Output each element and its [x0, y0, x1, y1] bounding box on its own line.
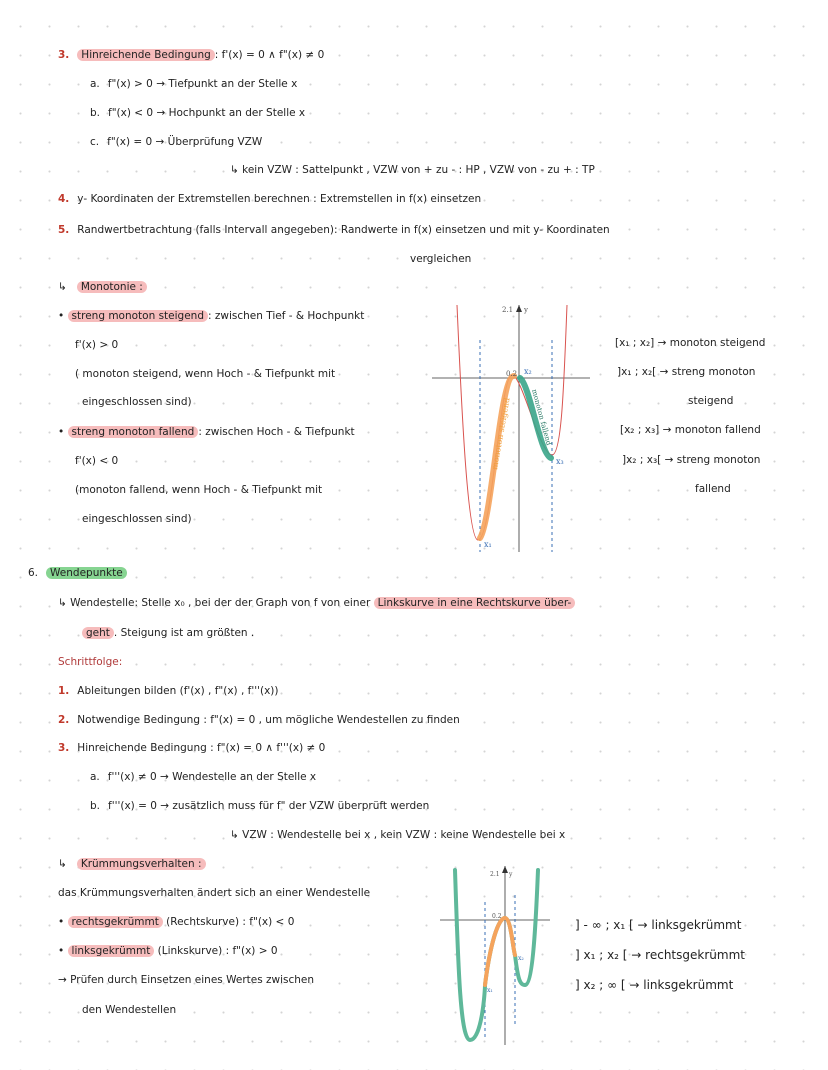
legend-item: [x₁ ; x₂] → monoton steigend	[615, 337, 766, 349]
case-label: a.	[90, 771, 100, 783]
definition-highlight: Linkskurve in eine Rechtskurve über-	[374, 597, 576, 609]
legend-item: ] x₂ ; ∞ [ → linksgekrümmt	[575, 978, 734, 992]
case-label: b.	[90, 107, 101, 119]
case-text: f"(x) > 0 → Tiefpunkt an der Stelle x	[107, 78, 298, 90]
step-text: Ableitungen bilden (f'(x) , f"(x) , f'''(x))	[77, 685, 279, 697]
bullet-links: • linksgekrümmt (Linkskurve) : f"(x) > 0	[58, 945, 278, 957]
y-axis-label: y	[509, 871, 513, 878]
legend-item: ]x₁ ; x₂[ → streng monoton	[617, 366, 756, 378]
definition-text: . Steigung ist am größten .	[113, 627, 255, 639]
term-rechtsgekruemmt: rechtsgekrümmt	[68, 916, 163, 928]
term-text: (Rechtskurve) : f"(x) < 0	[162, 916, 295, 928]
term-fallend: streng monoton fallend	[68, 426, 199, 438]
note: eingeschlossen sind)	[82, 396, 192, 408]
arrow-icon: ↳	[58, 281, 67, 293]
term-steigend: streng monoton steigend	[68, 310, 208, 322]
note: (monoton fallend, wenn Hoch - & Tiefpunkt mit	[75, 484, 323, 496]
condition: f'(x) < 0	[75, 455, 119, 467]
case-label: b.	[90, 800, 101, 812]
x2-label: x₂	[518, 955, 524, 962]
monotonie-title: Monotonie :	[77, 281, 147, 293]
legend-item: ]x₂ ; x₃[ → streng monoton	[622, 454, 761, 466]
tick-label: 0.2	[492, 913, 502, 920]
arrow-icon: ↳	[58, 858, 67, 870]
step-text: Notwendige Bedingung : f"(x) = 0 , um mögliche Wendestellen zu finden	[77, 714, 460, 726]
term-linksgekruemmt: linksgekrümmt	[68, 945, 155, 957]
bullet-rechts: • rechtsgekrümmt (Rechtskurve) : f"(x) < 0	[58, 916, 295, 928]
case-label: c.	[90, 136, 100, 148]
rising-label: monoton steigend	[490, 397, 512, 471]
legend-item: ] x₁ ; x₂ [ → rechtsgekrümmt	[575, 948, 745, 962]
check-note: → Prüfen durch Einsetzen eines Wertes zwischen	[58, 974, 315, 986]
term-text: : zwischen Tief - & Hochpunkt	[208, 310, 365, 322]
step-number: 4.	[58, 193, 70, 205]
condition: : f'(x) = 0 ∧ f"(x) ≠ 0	[214, 49, 325, 61]
step-text: y- Koordinaten der Extremstellen berechnen : Extremstellen in f(x) einsetzen	[77, 193, 482, 205]
y-max-label: 2.1	[490, 871, 500, 878]
legend-item: [x₂ ; x₃] → monoton fallend	[620, 424, 761, 436]
x3-label: x₃	[556, 457, 564, 466]
step-number: 5.	[58, 224, 70, 236]
definition-text: ↳ Wendestelle: Stelle x₀ , bei der der Graph von f von einer	[58, 597, 374, 609]
heading-hinreichende-bedingung: Hinreichende Bedingung	[77, 49, 214, 61]
case-text: f"(x) = 0 → Überprüfung VZW	[107, 136, 263, 148]
case-text: f'''(x) = 0 → zusätzlich muss für f" der VZW überprüft werden	[108, 800, 430, 812]
section-title: Wendepunkte	[46, 567, 127, 579]
schrittfolge-heading: Schrittfolge:	[58, 656, 123, 668]
vzw-note: ↳ VZW : Wendestelle bei x , kein VZW : keine Wendestelle bei x	[230, 829, 566, 841]
term-text: (Linkskurve) : f"(x) > 0	[154, 945, 278, 957]
vzw-note: ↳ kein VZW : Sattelpunkt , VZW von + zu - : HP , VZW von - zu + : TP	[230, 164, 595, 176]
step5-continuation: vergleichen	[410, 253, 472, 265]
bullet-steigend: • streng monoton steigend : zwischen Tief - & Hochpunkt	[58, 310, 365, 322]
check-note: den Wendestellen	[82, 1004, 177, 1016]
definition-highlight: geht	[82, 627, 114, 639]
step-number: 3.	[58, 49, 70, 61]
step-text: Randwertbetrachtung (falls Intervall angegeben): Randwerte in f(x) einsetzen und mit y- Koordinaten	[77, 224, 610, 236]
y-axis-label: y	[524, 306, 528, 314]
bullet-fallend: • streng monoton fallend : zwischen Hoch - & Tiefpunkt	[58, 426, 355, 438]
x2-label: x₂	[524, 367, 532, 376]
step-number: 1.	[58, 685, 70, 697]
legend-item: fallend	[695, 483, 731, 495]
step-text: Hinreichende Bedingung : f"(x) = 0 ∧ f'''(x) ≠ 0	[77, 742, 326, 754]
concave-segment	[485, 918, 515, 985]
x1-label: x₁	[487, 987, 493, 994]
note: ( monoton steigend, wenn Hoch - & Tiefpunkt mit	[75, 368, 336, 380]
term-text: : zwischen Hoch - & Tiefpunkt	[198, 426, 355, 438]
function-curve	[455, 870, 538, 1040]
case-label: a.	[90, 78, 100, 90]
y-max-label: 2.1	[502, 306, 514, 314]
case-text: f'''(x) ≠ 0 → Wendestelle an der Stelle x	[107, 771, 317, 783]
step-number: 3.	[58, 742, 70, 754]
kruemmung-intro: das Krümmungsverhalten ändert sich an einer Wendestelle	[58, 887, 371, 899]
x1-label: x₁	[484, 540, 492, 549]
y-axis-arrow-icon	[502, 866, 508, 873]
condition: f'(x) > 0	[75, 339, 119, 351]
step-number: 2.	[58, 714, 70, 726]
case-text: f"(x) < 0 → Hochpunkt an der Stelle x	[108, 107, 306, 119]
tick-label: 0.2	[506, 370, 518, 378]
legend-item: steigend	[688, 395, 734, 407]
kruemmung-title: Krümmungsverhalten :	[77, 858, 206, 870]
section-number: 6.	[28, 567, 39, 579]
note: eingeschlossen sind)	[82, 513, 192, 525]
falling-label: monoton fallend	[530, 388, 553, 447]
legend-item: ] - ∞ ; x₁ [ → linksgekrümmt	[575, 918, 742, 932]
